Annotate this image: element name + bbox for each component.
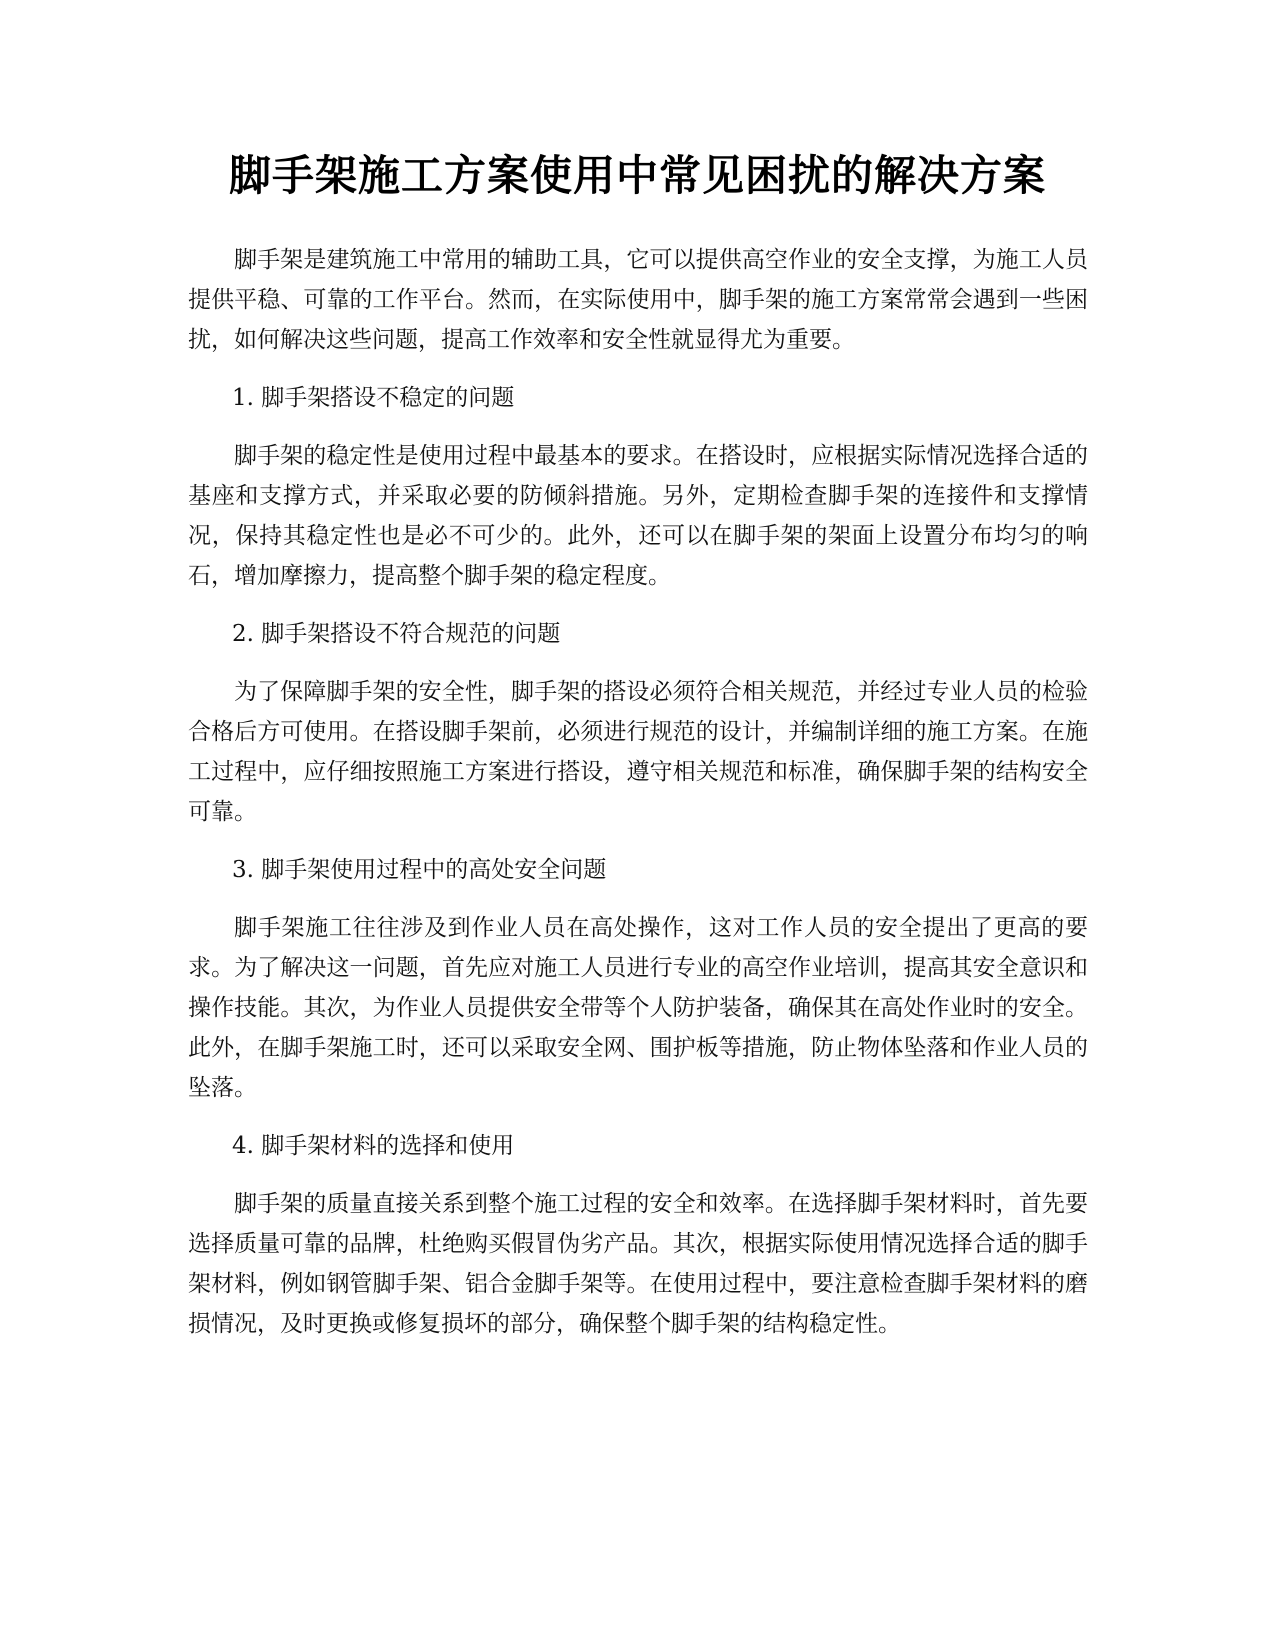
document-title: 脚手架施工方案使用中常见困扰的解决方案 xyxy=(228,151,1046,200)
document-body xyxy=(188,240,1088,1362)
section-2-heading: 2. 脚手架搭设不符合规范的问题 xyxy=(232,621,561,647)
section-3-heading: 3. 脚手架使用过程中的高处安全问题 xyxy=(232,857,607,883)
section-4-heading: 4. 脚手架材料的选择和使用 xyxy=(232,1133,515,1159)
section-1-heading: 1. 脚手架搭设不稳定的问题 xyxy=(232,385,515,411)
intro-paragraph: 脚手架是建筑施工中常用的辅助工具，它可以提供高空作业的安全支撑，为施工人员提供平稳、可靠的工作平台。然而，在实际使用中，脚手架的施工方案常常会遇到一些困扰，如何解决这些问题，提高工作效率和安全性就显得尤为重要。 xyxy=(188,247,1088,353)
section-3-paragraph: 脚手架施工往往涉及到作业人员在高处操作，这对工作人员的安全提出了更高的要求。为了解决这一问题，首先应对施工人员进行专业的高空作业培训，提高其安全意识和操作技能。其次，为作业人员提供安全带等个人防护装备，确保其在高处作业时的安全。此外，在脚手架施工时，还可以采取安全网、围护板等措施，防止物体坠落和作业人员的坠落。 xyxy=(188,915,1088,1101)
section-1-paragraph: 脚手架的稳定性是使用过程中最基本的要求。在搭设时，应根据实际情况选择合适的基座和支撑方式，并采取必要的防倾斜措施。另外，定期检查脚手架的连接件和支撑情况，保持其稳定性也是必不可少的。此外，还可以在脚手架的架面上设置分布均匀的响石，增加摩擦力，提高整个脚手架的稳定程度。 xyxy=(188,443,1088,589)
section-4-paragraph: 脚手架的质量直接关系到整个施工过程的安全和效率。在选择脚手架材料时，首先要选择质量可靠的品牌，杜绝购买假冒伪劣产品。其次，根据实际使用情况选择合适的脚手架材料，例如钢管脚手架、铝合金脚手架等。在使用过程中，要注意检查脚手架材料的磨损情况，及时更换或修复损坏的部分，确保整个脚手架的结构稳定性。 xyxy=(188,1191,1088,1337)
section-2-paragraph: 为了保障脚手架的安全性，脚手架的搭设必须符合相关规范，并经过专业人员的检验合格后方可使用。在搭设脚手架前，必须进行规范的设计，并编制详细的施工方案。在施工过程中，应仔细按照施工方案进行搭设，遵守相关规范和标准，确保脚手架的结构安全可靠。 xyxy=(188,679,1088,825)
